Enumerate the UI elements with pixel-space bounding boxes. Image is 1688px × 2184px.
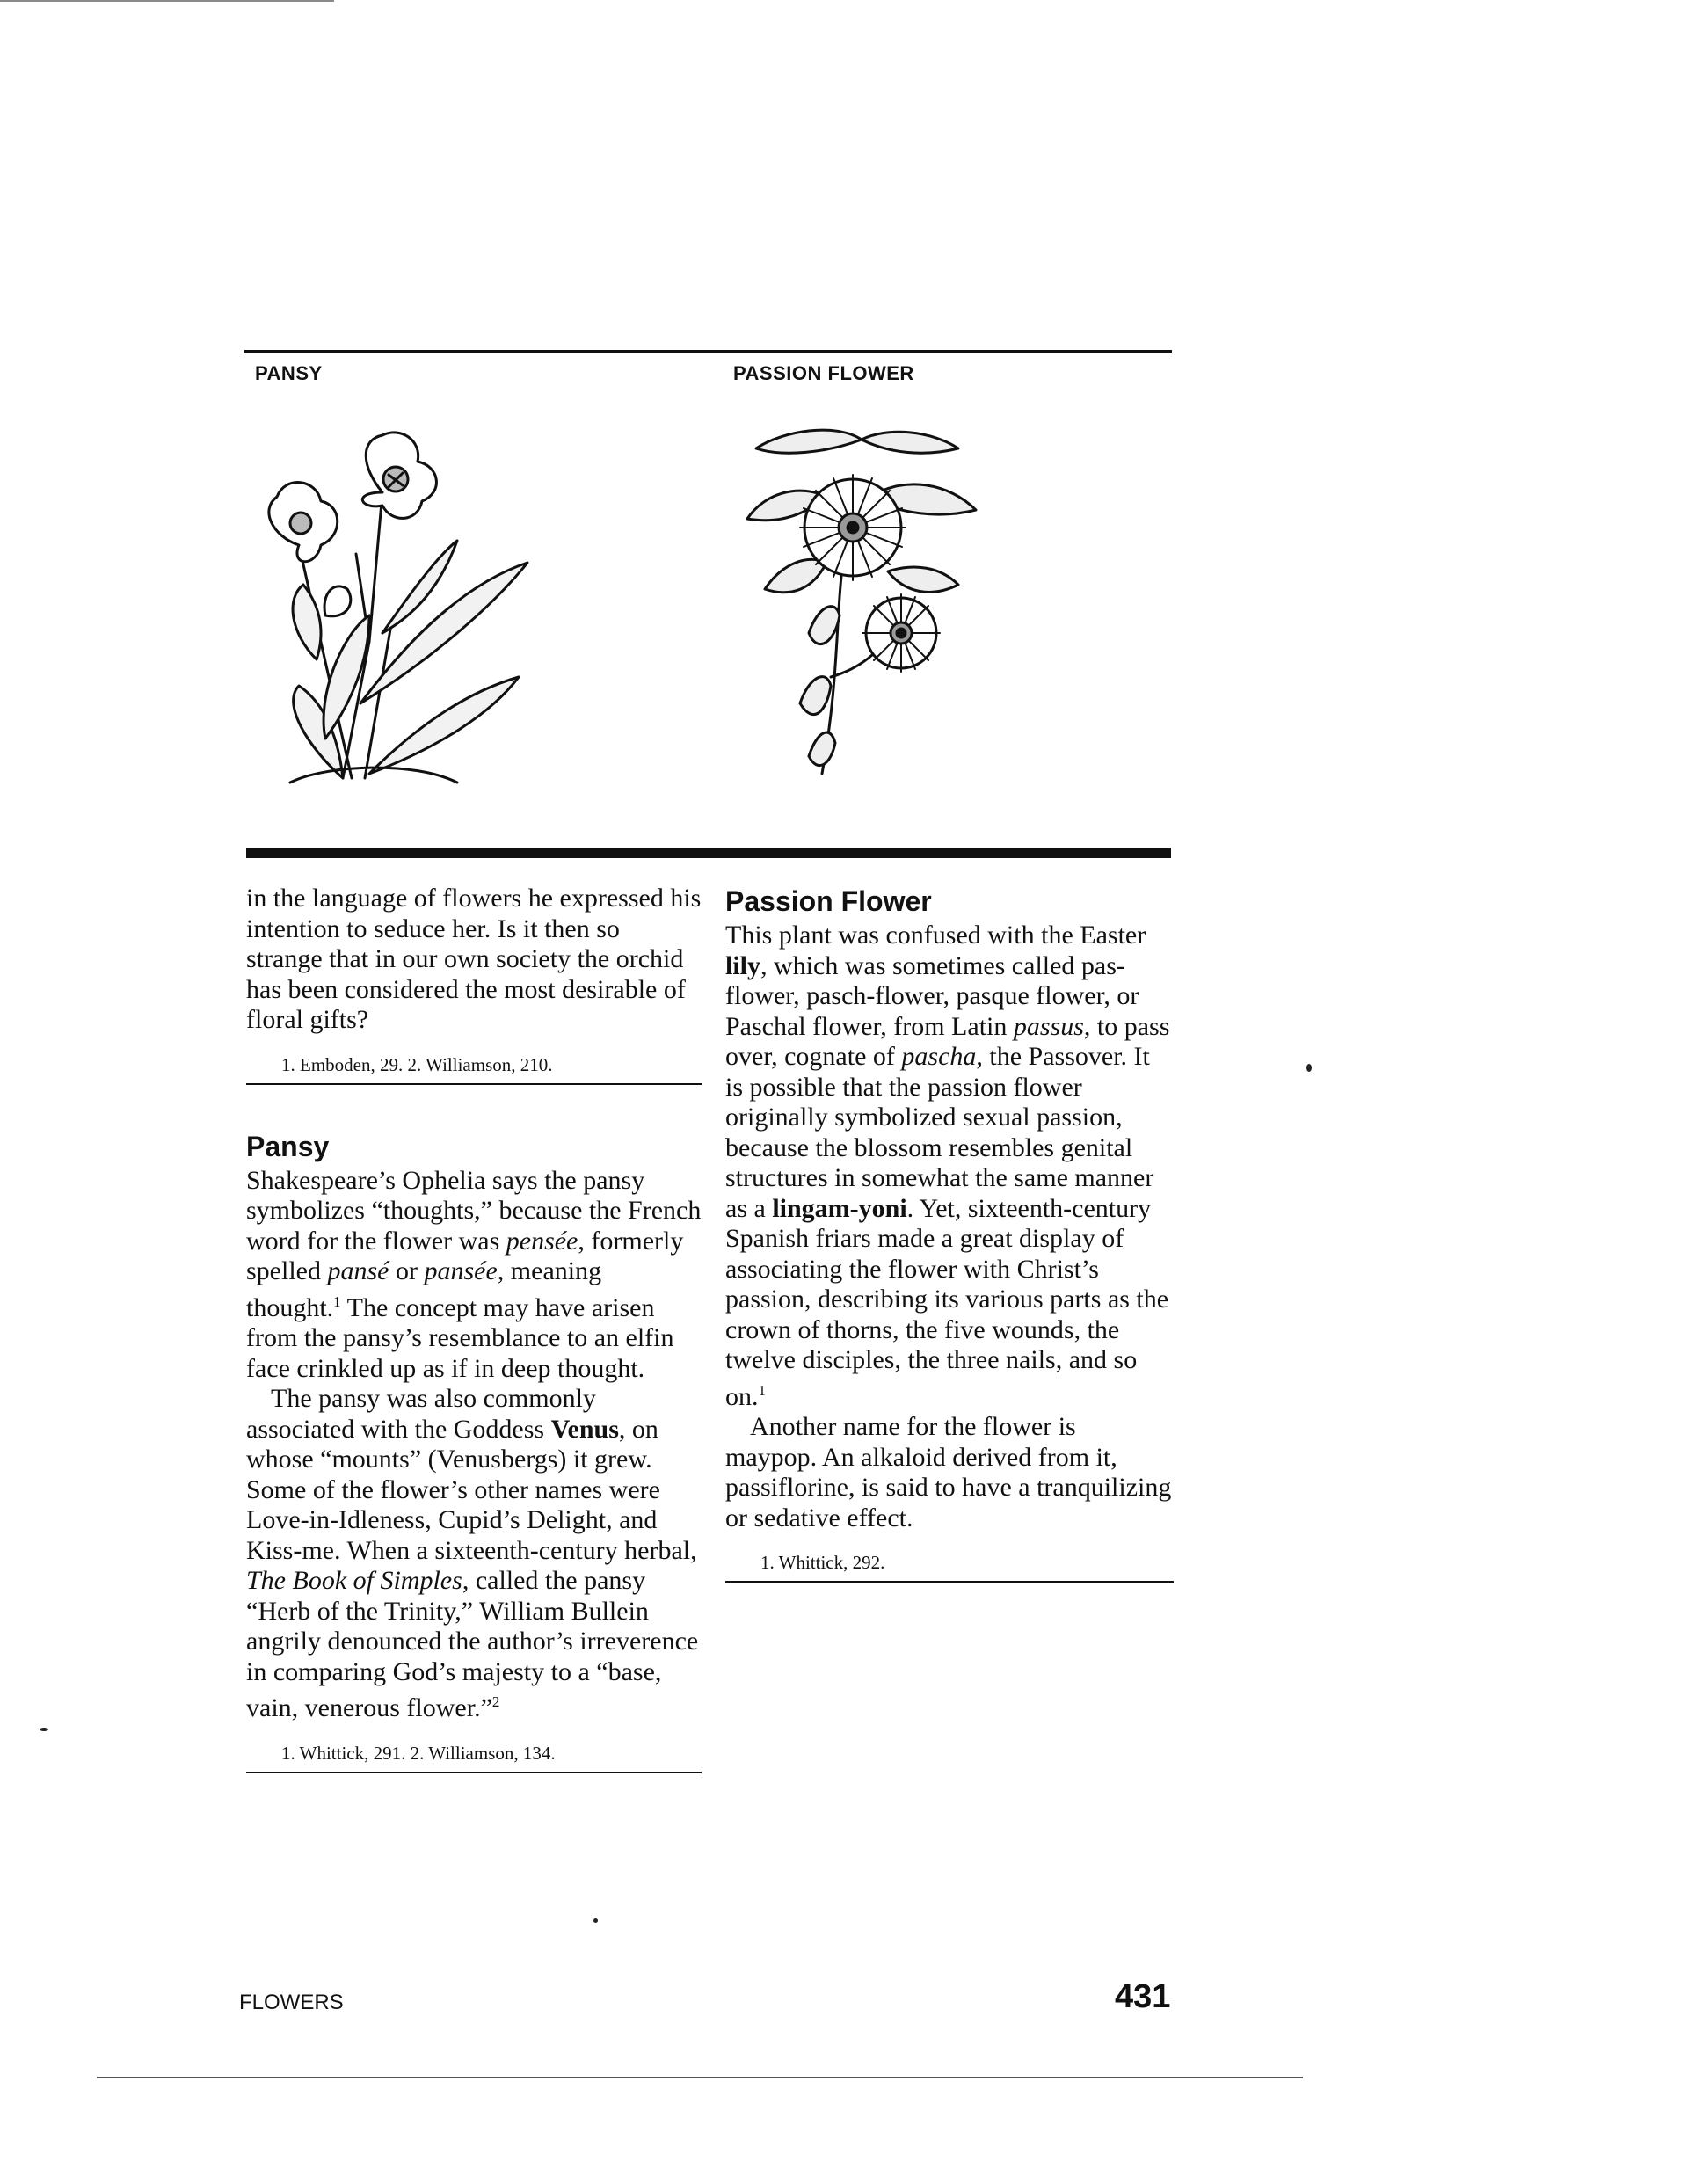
continued-paragraph: in the language of flowers he expressed his intention to seduce her. Is it then so strange that in our own society the orchid has been considered the most desirable of floral gifts? [246,884,702,1034]
scan-edge-top [0,0,334,2]
pansy-heading: Pansy [246,1130,330,1162]
passion-flower-paragraph-2: Another name for the flower is maypop. An alkaloid derived from it, passiflorine, is said to have a tranquilizing or sedative effect. [725,1412,1172,1532]
pansy-paragraph-2: The pansy was also commonly associated with the Goddess Venus, on whose “mounts” (Venusbergs) it grew. Some of the flower’s other names were Love-in-Idleness, Cupid’s Delight, and Kiss-me. When a sixteenth-century herbal, The Book of Simples, called the pansy “Herb of the Trinity,” William Bullein angrily denounced the author’s irreverence in comparing God’s majesty to a “base, vain, venerous flower.”$^2$ [246,1384,699,1722]
footnote-rule [725,1581,1174,1583]
pansy-paragraph-1: Shakespeare’s Ophelia says the pansy symbolizes “thoughts,” because the French word for the flower was pensée, formerly spelled pansé or pansée, meaning thought.$^1$ The concept may have arisen from the pansy’s resemblance to an elfin face crinkled up as if in deep thought. [246,1165,702,1383]
scan-edge-bottom [97,2077,1303,2078]
scan-speck [40,1728,48,1731]
right-column [725,884,1174,1583]
passion-flower-paragraph-1: This plant was confused with the Easter lily, which was sometimes called pas-flower, pasch-flower, pasque flower, or Paschal flower, from Latin passus, to pass over, cognate of pascha, the Passover. It is possible that the passion flower originally symbolized sexual passion, because the blossom resembles genital structures in somewhat the same manner as a lingam-yoni. Yet, sixteenth-century Spanish friars made a great display of associating the flower with Christ’s passion, describing its various parts as the crown of thorns, the five wounds, the twelve disciples, the three nails, and so on.$^1$ [725,921,1170,1411]
passion-flower-illustration [730,413,993,791]
footer-section-title: FLOWERS [239,1991,344,2014]
page-number: 431 [1115,1978,1171,2015]
pansy-illustration [237,413,554,791]
header-label-pansy: PANSY [255,362,323,384]
scan-speck [1306,1064,1312,1072]
header-rule [244,350,1172,353]
footnote-rule [246,1772,702,1773]
passion-flower-heading: Passion Flower [725,885,932,917]
pansy-footnotes: 1. Whittick, 291. 2. Williamson, 134. [281,1742,556,1764]
scan-speck [593,1918,598,1923]
passion-flower-footnotes: 1. Whittick, 292. [760,1552,885,1573]
section-rule [246,848,1171,858]
left-column [246,884,702,1773]
header-label-passion-flower: PASSION FLOWER [733,362,914,384]
continued-footnotes: 1. Emboden, 29. 2. Williamson, 210. [281,1053,553,1075]
